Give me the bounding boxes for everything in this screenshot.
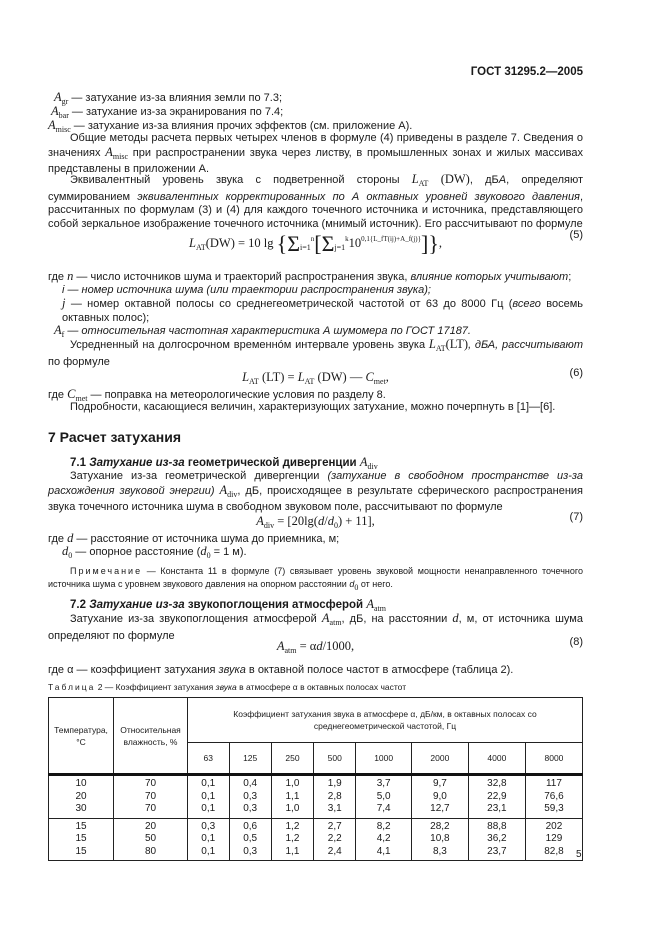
cell-value: 9,0 (432, 790, 447, 802)
text-segment: n (67, 269, 74, 283)
text-segment: A (54, 90, 62, 104)
text-segment: i — номер источника шума (или траектории распространения звука); (62, 284, 431, 296)
text-segment: (затухание в свободном пространстве из-за расхождения звуковой энергии) (48, 470, 583, 497)
text-segment: gr (61, 97, 69, 106)
text-segment: L (428, 337, 436, 351)
text-segment: d (452, 611, 459, 625)
formula-8-body (277, 641, 354, 653)
header-freq-8000: 8000 (525, 743, 582, 775)
text-segment: [ (314, 231, 322, 256)
attenuation-table (48, 697, 583, 861)
header-temperature: Температура, °С (49, 698, 114, 775)
text-segment: — расстояние от источника шума до приемника, м; (73, 533, 340, 545)
text-segment: (LT) = (258, 370, 298, 384)
text-segment: Затухание из-за геометрической дивергенции (70, 470, 328, 482)
text-segment: i=1 (300, 243, 311, 252)
cell-value: 0,1 (201, 803, 216, 814)
text-segment: — опорное расстояние ( (72, 546, 201, 558)
paragraph-long-term (48, 338, 583, 369)
cell-value: 0,5 (243, 833, 258, 844)
header-freq-125: 125 (229, 743, 271, 775)
text-segment: , (385, 370, 389, 384)
text-segment: , дБ, происходящее в результате сферического распространения звука точечного источника шума в свободном звуковом поле, рассчитывают по формуле (48, 484, 583, 514)
text-segment: = α (296, 639, 317, 653)
text-segment: — затухание из-за влияния земли по 7.3; (68, 92, 283, 104)
text-segment: — затухание из-за влияния прочих эффектов (см. приложение А). (70, 120, 413, 132)
cell-value: 1,2 (285, 820, 300, 832)
cell-value: 23,1 (487, 803, 507, 814)
text-segment: div (227, 489, 238, 499)
text-segment: 0,1{L_fT(ij)+A_f(j)} (361, 235, 421, 243)
text-segment: AT (195, 243, 206, 252)
paragraph-details (48, 401, 583, 415)
text-segment: Подробности, касающиеся величин, характеризующих затухание, можно почерпнуть в [1]—[6]. (70, 401, 556, 413)
cell-value: 1,0 (285, 803, 300, 814)
header-humidity: Относительная влажность, % (114, 698, 188, 775)
text-segment: 0 (68, 551, 73, 560)
text-segment: , (438, 236, 443, 250)
text-segment: — число источников шума и траекторий распространения звука, (73, 271, 411, 283)
header-freq-2000: 2000 (411, 743, 468, 775)
table-cell (188, 818, 230, 861)
cell-value: 15 (75, 820, 87, 832)
text-segment: met (373, 377, 386, 386)
formula-8-number: (8) (569, 636, 583, 648)
cell-value: 0,4 (243, 778, 258, 789)
def-i (62, 284, 582, 298)
text-segment: C (365, 370, 374, 384)
text-segment: в атмосфере α в октавных полосах частот (236, 682, 407, 692)
text-segment: где (48, 533, 68, 545)
text-segment: где (48, 271, 68, 283)
cell-value: 4,2 (376, 833, 391, 844)
formula-6-number: (6) (569, 367, 583, 379)
text-segment: div (263, 521, 275, 530)
cell-value: 117 (545, 778, 562, 789)
cell-value: 76,6 (544, 790, 564, 802)
text-segment: Σ (287, 231, 301, 256)
text-segment: ) + 11], (337, 514, 375, 528)
formula-7-number: (7) (569, 511, 583, 523)
text-segment: A (321, 611, 330, 625)
text-segment: A (366, 597, 374, 611)
table-caption (48, 681, 583, 694)
text-segment: AT (435, 344, 446, 353)
text-segment: { (276, 231, 288, 256)
text-segment: (DW) (428, 172, 470, 186)
table-cell (49, 818, 114, 861)
text-segment: AT (249, 377, 259, 386)
text-segment: — Константа 11 в формуле (7) связывает уровень звуковой мощности ненаправленного точечного источника шума с уровнем звукового давления на опорном расстоянии (48, 566, 583, 589)
text-segment: = 1 м). (210, 546, 247, 558)
text-segment: 0 (333, 521, 338, 530)
text-segment: , дБА, рассчитывают (468, 339, 583, 351)
cell-value: 10,8 (430, 833, 450, 844)
text-segment: — поправка на метеорологические условия по разделу 8. (87, 389, 386, 401)
table-cell (49, 775, 114, 819)
text-segment: A (48, 118, 56, 132)
text-segment: A (276, 639, 285, 653)
text-segment: эквивалентных корректированных по А октавных уровней звукового давления (137, 190, 580, 203)
cell-value: 70 (144, 803, 157, 814)
text-segment: div (367, 462, 378, 471)
text-segment: (LT) (445, 337, 469, 351)
cell-value: 1,1 (285, 845, 300, 857)
cell-value: 0,3 (243, 845, 258, 857)
cell-value: 1,2 (285, 833, 300, 844)
text-segment: A (359, 455, 368, 469)
text-segment: звукопоглощения атмосферой (184, 599, 367, 611)
section-7-heading: 7 Расчет затухания (48, 429, 182, 445)
cell-value: 70 (144, 778, 157, 789)
table-cell (411, 818, 468, 861)
text-segment: L (411, 172, 419, 186)
cell-value: 1,9 (327, 778, 342, 789)
text-segment: L (242, 370, 250, 384)
cell-value: 3,1 (327, 803, 342, 814)
header-freq-500: 500 (314, 743, 356, 775)
def-alpha (48, 664, 583, 678)
cell-value: 32,8 (487, 778, 507, 789)
text-segment: C (67, 387, 76, 401)
header-freq-250: 250 (271, 743, 313, 775)
text-segment: ] (421, 231, 429, 256)
cell-value: 10 (75, 778, 87, 789)
text-segment: восемь октавных полос); (62, 298, 583, 324)
table-cell (229, 818, 271, 861)
cell-value: 22,9 (487, 790, 507, 802)
cell-value: 88,8 (487, 820, 507, 832)
text-segment: — номер октавной полосы со среднегеометрической частотой от 63 до 8000 Гц ( (65, 298, 513, 310)
cell-value: 3,7 (376, 778, 391, 789)
text-segment: d (62, 544, 69, 558)
text-segment: где α — коэффициент затухания (48, 664, 219, 676)
text-segment: Эквивалентный уровень звука с подветренной стороны (70, 174, 412, 186)
cell-value: 2,2 (327, 833, 342, 844)
table-cell (188, 775, 230, 819)
paragraph-divergence (48, 470, 583, 515)
table-cell (356, 818, 411, 861)
cell-value: 202 (545, 820, 563, 832)
text-segment: по формуле (48, 355, 110, 368)
text-segment: / (324, 514, 328, 528)
text-segment: (DW) — (314, 370, 366, 384)
text-segment: ; (568, 271, 572, 283)
text-segment: Таблица (48, 682, 96, 692)
table-cell (114, 818, 188, 861)
text-segment: Σ (321, 231, 335, 256)
def-j (62, 297, 583, 325)
paragraph-equivalent-level (48, 173, 583, 231)
text-segment: L (188, 236, 196, 250)
table-row-group (49, 775, 583, 819)
cell-value: 23,7 (487, 845, 507, 857)
cell-value: 1,1 (285, 790, 300, 802)
cell-value: 59,3 (544, 803, 564, 814)
text-segment: геометрической дивергенции (184, 457, 360, 469)
text-segment: A (51, 104, 59, 118)
formula-5-number: (5) (569, 229, 583, 241)
table-cell (525, 775, 582, 819)
text-segment: 0 (354, 583, 359, 592)
text-segment: /1000, (322, 639, 355, 653)
text-segment: d (317, 514, 325, 528)
text-segment: Затухание из-за звукопоглощения атмосферой (70, 613, 322, 625)
def-n (48, 270, 583, 285)
text-segment: звука (218, 664, 246, 676)
text-segment: misc (112, 151, 129, 161)
text-segment: n (310, 235, 315, 243)
cell-value: 7,4 (376, 803, 391, 814)
text-segment: A (219, 482, 228, 497)
note (48, 565, 583, 594)
header-coefficient: Коэффициент затухания звука в атмосфере α, дБ/км, в октавных полосах со среднегеометрической частотой, Гц (188, 698, 583, 743)
page-number: 5 (576, 849, 582, 860)
formula-6-body (242, 372, 389, 384)
table-cell (229, 775, 271, 819)
cell-value: 0,1 (201, 833, 216, 844)
text-segment: Затухание из-за (89, 457, 185, 469)
table-cell (114, 775, 188, 819)
cell-value: 15 (75, 833, 87, 844)
cell-value: 2,8 (327, 790, 342, 802)
text-segment: 2 — Коэффициент затухания (95, 682, 216, 692)
formula-5 (48, 229, 583, 258)
text-segment: bar (58, 111, 69, 120)
text-segment: atm (284, 646, 297, 655)
text-segment: d (67, 531, 74, 545)
text-segment: Затухание из-за (89, 599, 185, 611)
document-header: ГОСТ 31295.2—2005 (470, 66, 583, 78)
text-segment: A (105, 144, 113, 159)
table-row-group (49, 818, 583, 861)
cell-value: 9,7 (432, 778, 447, 789)
text-segment: Примечание (70, 566, 143, 576)
table-cell (314, 818, 356, 861)
table-cell (314, 775, 356, 819)
cell-value: 5,0 (376, 790, 391, 802)
text-segment: , дБ (469, 174, 499, 186)
text-segment: atm (373, 604, 386, 613)
cell-value: 12,7 (430, 803, 450, 814)
cell-value: 0,1 (201, 778, 216, 789)
cell-value: 2,7 (327, 820, 342, 832)
cell-value: 80 (144, 845, 157, 857)
text-segment: , м, от источника шума определяют по формуле (48, 613, 583, 642)
table-cell (468, 818, 525, 861)
text-segment: всего (512, 298, 541, 310)
header-freq-1000: 1000 (356, 743, 411, 775)
text-segment: звука (215, 682, 237, 692)
text-segment: — затухание из-за экранирования по 7.4; (68, 106, 284, 118)
formula-5-body (188, 231, 443, 256)
text-segment: A (498, 174, 507, 186)
text-segment: L (297, 370, 305, 384)
text-segment: — относительная частотная характеристика А шумомера по ГОСТ 17187. (64, 325, 471, 337)
text-segment: при распространении звука через листву, в промышленных зонах и жилых массивах представлены в приложении А. (48, 146, 583, 176)
table-cell (356, 775, 411, 819)
text-segment: в октавной полосе частот в атмосфере (таблица 2). (245, 664, 514, 676)
table-cell (271, 818, 313, 861)
paragraph-methods (48, 132, 583, 177)
cell-value: 129 (545, 833, 563, 844)
cell-value: 15 (75, 845, 87, 857)
text-segment: atm (329, 618, 342, 627)
cell-value: 4,1 (376, 845, 391, 857)
text-segment: met (75, 394, 88, 403)
formula-7-body (256, 516, 375, 528)
cell-value: 0,3 (201, 820, 216, 832)
table-cell (271, 775, 313, 819)
text-segment: , определяют суммированием (48, 174, 584, 203)
cell-value: 30 (75, 803, 87, 814)
text-segment: 10 (348, 236, 362, 250)
text-segment: AT (304, 377, 315, 386)
header-freq-4000: 4000 (468, 743, 525, 775)
cell-value: 1,0 (285, 778, 300, 789)
text-segment: A (54, 323, 62, 337)
text-segment: 7.1 (70, 457, 90, 469)
cell-value: 50 (144, 833, 157, 844)
text-segment: d (200, 544, 207, 558)
text-segment: 0 (206, 551, 211, 560)
cell-value: 28,2 (430, 820, 450, 832)
text-segment: AT (418, 179, 429, 188)
text-segment: от него. (358, 579, 393, 589)
text-segment: Усредненный на долгосрочном временно́м интервале уровень звука (70, 339, 429, 351)
def-d0 (62, 545, 597, 563)
table-cell (525, 818, 582, 861)
text-segment: d (316, 639, 323, 653)
cell-value: 2,4 (327, 845, 342, 857)
text-segment: , дБ, на расстоянии (341, 613, 453, 625)
text-segment: misc (55, 125, 71, 134)
text-segment: j=1 (334, 243, 346, 252)
text-segment: , рассчитанных по формулам (3) и (4) для каждого точечного источника и источника, представляющего собой зеркальное изображение точечного источника (мнимый источник). Его рассчитывают по формуле (48, 190, 583, 230)
text-segment: f (61, 330, 65, 339)
cell-value: 0,1 (201, 790, 216, 802)
text-segment: 7.2 (70, 599, 90, 611)
text-segment: } (428, 231, 439, 256)
cell-value: 82,8 (544, 845, 564, 857)
text-segment: d (349, 579, 355, 589)
cell-value: 0,3 (243, 790, 258, 802)
cell-value: 36,2 (487, 833, 507, 844)
text-segment: = [20lg( (274, 514, 318, 528)
cell-value: 0,3 (243, 803, 258, 814)
cell-value: 8,3 (432, 845, 447, 857)
text-segment: где (48, 389, 68, 401)
text-segment: Общие методы расчета первых четырех членов в формуле (4) приведены в разделе 7. Сведения о значениях (48, 132, 583, 159)
header-freq-63: 63 (188, 743, 230, 775)
text-segment: (DW) = 10 lg (205, 236, 277, 250)
text-segment: k (345, 235, 349, 243)
cell-value: 0,1 (201, 845, 216, 857)
formula-8 (48, 636, 583, 661)
cell-value: 20 (144, 820, 157, 832)
table-cell (468, 775, 525, 819)
table-cell (411, 775, 468, 819)
cell-value: 8,2 (376, 820, 391, 832)
text-segment: j (62, 296, 66, 310)
text-segment: A (256, 514, 264, 528)
cell-value: 70 (144, 790, 157, 802)
cell-value: 0,6 (243, 820, 258, 832)
cell-value: 20 (75, 790, 87, 802)
text-segment: d (327, 514, 334, 528)
text-segment: влияние которых учитывают (410, 271, 569, 283)
